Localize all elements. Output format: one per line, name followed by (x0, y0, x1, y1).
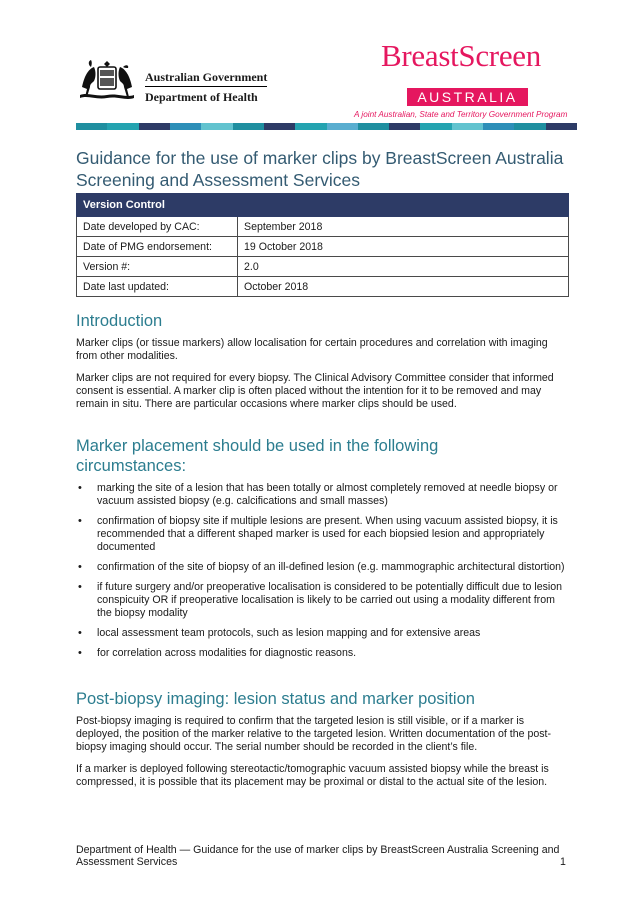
color-bar-segment (201, 123, 232, 130)
list-item: • confirmation of biopsy site if multiple lesions are present. When using vacuum assisted biopsy, it is recommended that a different shaped marker is used for each biopsied lesion and appropriately documented (76, 515, 571, 554)
color-bar-segment (76, 123, 107, 130)
color-bar-segment (139, 123, 170, 130)
breastscreen-wordmark: BreastScreen (381, 38, 541, 73)
breastscreen-tagline: A joint Australian, State and Territory Government Program (354, 110, 568, 119)
version-control-heading: Version Control (77, 194, 569, 217)
list-item: • confirmation of the site of biopsy of an ill-defined lesion (e.g. mammographic architectural distortion) (76, 561, 571, 574)
row-value: 2.0 (238, 257, 569, 277)
color-bar-segment (264, 123, 295, 130)
table-row (77, 277, 569, 297)
post-biopsy-paragraph-2: If a marker is deployed following stereotactic/tomographic vacuum assisted biopsy while the breast is compressed, it is possible that its placement may be proximal or distal to the actual site of the lesion. (76, 763, 549, 788)
color-bar-segment (546, 123, 577, 130)
coat-of-arms-icon (76, 57, 138, 101)
color-bar-segment (107, 123, 138, 130)
row-label: Date of PMG endorsement: (77, 237, 238, 257)
table-row (77, 257, 569, 277)
color-bar-segment (327, 123, 358, 130)
list-item: • if future surgery and/or preoperative localisation is considered to be potentially difficult due to lesion conspicuity OR if preoperative localisation is likely to be carried out using a modality different from the biopsy modality (76, 581, 571, 620)
department-name: Department of Health (145, 90, 258, 104)
list-item: • local assessment team protocols, such as lesion mapping and for extensive areas (76, 627, 571, 640)
color-bar-segment (389, 123, 420, 130)
color-bar-segment (452, 123, 483, 130)
decorative-color-bar (76, 123, 577, 130)
document-title: Guidance for the use of marker clips by BreastScreen Australia Screening and Assessment Services (76, 148, 564, 190)
row-value: October 2018 (238, 277, 569, 297)
color-bar-segment (295, 123, 326, 130)
row-label: Version #: (77, 257, 238, 277)
color-bar-segment (514, 123, 545, 130)
row-label: Date developed by CAC: (77, 217, 238, 237)
government-name: Australian Government (145, 70, 268, 84)
header-divider (145, 86, 267, 87)
table-row (77, 237, 569, 257)
list-item: • marking the site of a lesion that has been totally or almost completely removed at needle biopsy or vacuum assisted biopsy (e.g. calcifications and small masses) (76, 482, 571, 508)
row-value: September 2018 (238, 217, 569, 237)
row-label: Date last updated: (77, 277, 238, 297)
list-item: • for correlation across modalities for diagnostic reasons. (76, 647, 571, 660)
introduction-paragraph-1: Marker clips (or tissue markers) allow localisation for certain procedures and correlation with imaging from other modalities. (76, 337, 548, 362)
post-biopsy-paragraph-1: Post-biopsy imaging is required to confirm that the targeted lesion is still visible, or if a marker is deployed, the position of the marker relative to the targeted lesion. Written documentation of the post-biopsy imaging should occur. The serial number should be recorded in the client’s file. (76, 715, 552, 753)
introduction-paragraph-2: Marker clips are not required for every biopsy. The Clinical Advisory Committee consider that informed consent is essential. A marker clip is often placed without the intention for it to be removed and may remain in situ. There are particular occasions where marker clips should be used. (76, 372, 554, 410)
placement-heading: Marker placement should be used in the following circumstances: (76, 437, 439, 475)
placement-list (76, 482, 571, 667)
footer-text: Department of Health — Guidance for the use of marker clips by BreastScreen Australia Screening and Assessment Services (76, 844, 560, 868)
color-bar-segment (170, 123, 201, 130)
version-control-table (76, 193, 569, 297)
color-bar-segment (358, 123, 389, 130)
breastscreen-country-label: AUSTRALIA (407, 88, 528, 106)
color-bar-segment (420, 123, 451, 130)
table-row (77, 217, 569, 237)
introduction-heading: Introduction (76, 312, 163, 330)
post-biopsy-heading: Post-biopsy imaging: lesion status and marker position (76, 690, 475, 708)
row-value: 19 October 2018 (238, 237, 569, 257)
color-bar-segment (233, 123, 264, 130)
page-number: 1 (560, 856, 566, 868)
color-bar-segment (483, 123, 514, 130)
